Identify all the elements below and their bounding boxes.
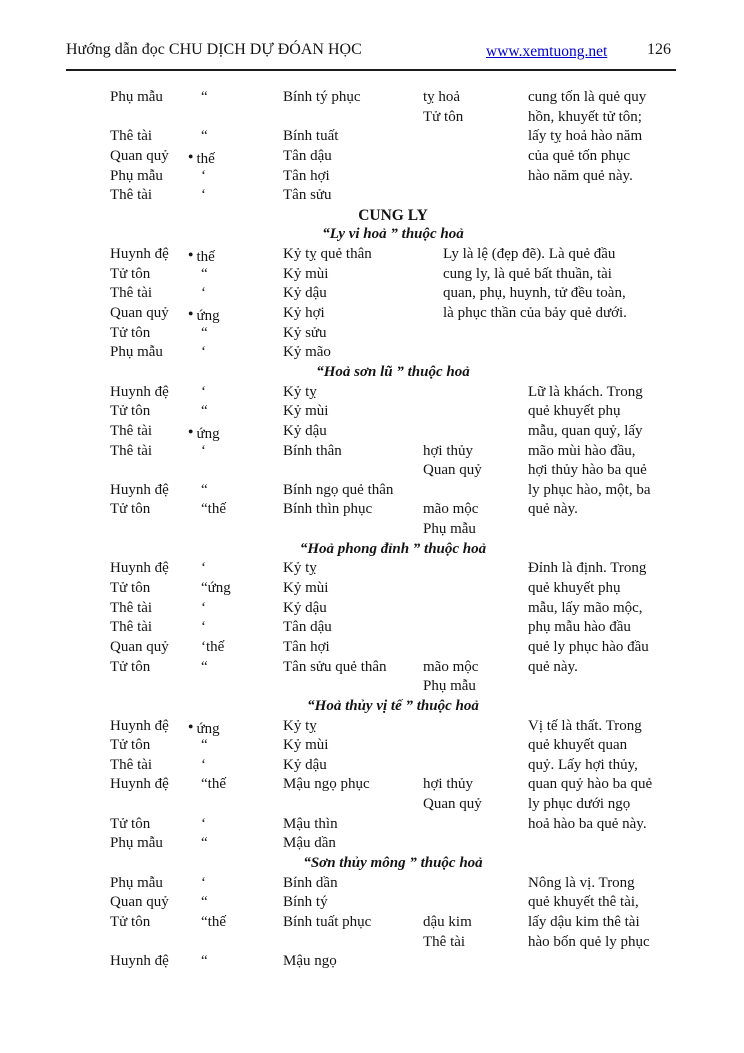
hexagram-row — [110, 383, 676, 403]
hexagram-row — [110, 442, 676, 462]
comment-cell: Ly là lệ (đẹp đẽ). Là quẻ đầu — [443, 246, 616, 263]
relation-cell: Phụ mẫu — [110, 167, 163, 184]
relation-cell: Phụ mẫu — [110, 835, 163, 852]
hexagram-rows — [110, 717, 676, 854]
hexagram-row — [110, 599, 676, 619]
comment-cell: hồn, khuyết tử tôn; — [528, 108, 642, 125]
comment-cell: cung tốn là quẻ quy — [528, 89, 647, 105]
comment-cell: hào năm quẻ này. — [528, 167, 633, 184]
hidden-god-cell: hợi thủy — [423, 776, 474, 793]
stem-branch-cell: Kỷ mão — [283, 344, 331, 361]
stem-branch-cell: Kỷ tỵ — [283, 560, 317, 577]
cung-heading: CUNG LY — [358, 206, 428, 224]
mark-cell: ‘ — [201, 167, 206, 184]
comment-cell: là phục thần của bảy quẻ dưới. — [443, 305, 627, 322]
hexagram-row — [110, 717, 676, 737]
hexagram-row — [110, 775, 676, 795]
hexagram-title: “Hoả thủy vị tế ” thuộc hoả — [307, 697, 479, 714]
hexagram-row — [110, 658, 676, 678]
stem-branch-cell: Tân hợi — [283, 167, 330, 184]
relation-cell: Quan quỷ — [110, 147, 169, 164]
mark-cell: ‘ — [201, 344, 206, 361]
stem-branch-cell: Tân sửu quẻ thân — [283, 658, 387, 675]
hexagram-rows — [110, 559, 676, 696]
mark-cell: ‘ — [201, 187, 206, 204]
relation-cell: Tử tôn — [110, 580, 151, 597]
stem-branch-cell: Bính tý — [283, 894, 328, 911]
comment-cell: quẻ khuyết quan — [528, 737, 628, 754]
hexagram-title: “Sơn thủy mông ” thuộc hoả — [303, 854, 483, 871]
mark-cell: “ — [201, 953, 208, 970]
mark-cell: ‘ — [201, 756, 206, 773]
hexagram-row — [110, 88, 676, 108]
mark-cell: ‘ — [201, 285, 206, 302]
relation-cell: Huynh đệ — [110, 481, 169, 498]
comment-cell: ly phục hào, một, ba — [528, 481, 651, 498]
hexagram-row — [110, 677, 676, 697]
mark-cell: ‘thế — [201, 638, 225, 655]
page-number: 126 — [647, 41, 671, 58]
stem-branch-cell: Kỷ mùi — [283, 737, 329, 754]
section-cung-ton-continuation — [110, 88, 676, 206]
hexagram-table — [110, 88, 676, 972]
section-hoa-thuy-vi-te — [110, 697, 676, 854]
relation-cell: Thê tài — [110, 756, 153, 773]
relation-cell: Thê tài — [110, 599, 153, 616]
stem-branch-cell: Tân dậu — [283, 619, 332, 636]
hidden-god-cell: mão mộc — [423, 501, 479, 518]
section-ly-vi-hoa — [110, 206, 676, 363]
hidden-god-cell: Phụ mẫu — [423, 678, 476, 695]
mark-cell: “ — [201, 324, 208, 341]
stem-branch-cell: Tân dậu — [283, 147, 332, 164]
comment-cell: phụ mẫu hào đầu — [528, 619, 631, 636]
relation-cell: Tử tôn — [110, 913, 151, 930]
hexagram-row — [110, 913, 676, 933]
mark-cell: “ — [201, 403, 208, 420]
hexagram-row — [110, 579, 676, 599]
relation-cell: Quan quỷ — [110, 638, 169, 655]
comment-cell: quẻ này. — [528, 501, 578, 518]
hidden-god-cell: hợi thủy — [423, 442, 474, 459]
hexagram-row — [110, 520, 676, 540]
relation-cell: Thê tài — [110, 187, 153, 204]
hidden-god-cell: Quan quỷ — [423, 462, 482, 479]
comment-cell: quẻ này. — [528, 658, 578, 675]
mark-cell: ‘ — [201, 560, 206, 577]
stem-branch-cell: Kỷ dậu — [283, 599, 327, 616]
hexagram-rows — [110, 383, 676, 540]
mark-cell: “ — [201, 265, 208, 282]
relation-cell: Huynh đệ — [110, 560, 169, 577]
stem-branch-cell: Kỷ mùi — [283, 403, 329, 420]
hexagram-row — [110, 893, 676, 913]
mark-cell: ● ứng — [188, 425, 220, 442]
mark-cell: ● thế — [188, 249, 215, 266]
hexagram-row — [110, 481, 676, 501]
relation-cell: Phụ mẫu — [110, 89, 163, 105]
active-line-dot-icon: ● — [188, 720, 194, 731]
document-title: Hướng dẫn đọc CHU DỊCH DỰ ĐÓAN HỌC — [66, 41, 362, 58]
mark-cell: “ — [201, 737, 208, 754]
section-hoa-phong-dinh — [110, 540, 676, 697]
comment-cell: lấy dậu kim thê tài — [528, 913, 640, 930]
stem-branch-cell: Kỷ tỵ — [283, 717, 317, 734]
comment-cell: lấy tỵ hoả hào năm — [528, 128, 643, 145]
comment-cell: Nông là vị. Trong — [528, 874, 635, 891]
hexagram-row — [110, 952, 676, 972]
relation-cell: Tử tôn — [110, 658, 151, 675]
mark-cell: ‘ — [201, 442, 206, 459]
hexagram-row — [110, 834, 676, 854]
mark-cell: ‘ — [201, 383, 206, 400]
stem-branch-cell: Bính tý phục — [283, 89, 361, 105]
hexagram-row — [110, 618, 676, 638]
relation-cell: Thê tài — [110, 619, 153, 636]
hidden-god-cell: Thê tài — [423, 933, 466, 950]
hexagram-title: “Ly vi hoả ” thuộc hoả — [322, 226, 464, 243]
stem-branch-cell: Kỷ tỵ quẻ thân — [283, 246, 372, 263]
comment-cell: quan quỷ hào ba quẻ — [528, 776, 653, 793]
relation-cell: Huynh đệ — [110, 717, 169, 734]
hexagram-rows — [110, 88, 676, 206]
comment-cell: hợi thủy hào ba quẻ — [528, 462, 647, 479]
hexagram-row — [110, 500, 676, 520]
comment-cell: quan, phụ, huynh, tử đều toàn, — [443, 285, 626, 302]
stem-branch-cell: Mậu thìn — [283, 815, 338, 832]
mark-cell: “ — [201, 658, 208, 675]
mark-cell: “ — [201, 89, 208, 105]
hexagram-title: “Hoả sơn lũ ” thuộc hoả — [316, 363, 470, 380]
comment-cell: ly phục dưới ngọ — [528, 796, 631, 813]
stem-branch-cell: Kỷ mùi — [283, 580, 329, 597]
comment-cell: Lữ là khách. Trong — [528, 383, 643, 400]
hexagram-row — [110, 933, 676, 953]
stem-branch-cell: Kỷ dậu — [283, 285, 327, 302]
hexagram-row — [110, 127, 676, 147]
hexagram-row — [110, 874, 676, 894]
relation-cell: Huynh đệ — [110, 246, 169, 263]
hexagram-row — [110, 265, 676, 285]
hexagram-row — [110, 461, 676, 481]
comment-cell: quỷ. Lấy hợi thủy, — [528, 756, 638, 773]
hexagram-row — [110, 736, 676, 756]
relation-cell: Huynh đệ — [110, 953, 169, 970]
relation-cell: Tử tôn — [110, 501, 151, 518]
comment-cell: quẻ khuyết phụ — [528, 403, 621, 420]
stem-branch-cell: Mậu dần — [283, 835, 336, 852]
comment-cell: mẫu, quan quỷ, lấy — [528, 422, 643, 439]
header-divider — [66, 69, 676, 71]
comment-cell: quẻ khuyết phụ — [528, 580, 621, 597]
hexagram-row — [110, 795, 676, 815]
mark-cell: “ — [201, 481, 208, 498]
stem-branch-cell: Mậu ngọ — [283, 953, 337, 970]
comment-cell: Vị tế là thất. Trong — [528, 717, 642, 734]
stem-branch-cell: Kỷ dậu — [283, 422, 327, 439]
hexagram-row — [110, 108, 676, 128]
relation-cell: Quan quỷ — [110, 305, 169, 322]
stem-branch-cell: Bính dần — [283, 874, 338, 891]
relation-cell: Quan quỷ — [110, 894, 169, 911]
relation-cell: Tử tôn — [110, 324, 151, 341]
relation-cell: Tử tôn — [110, 265, 151, 282]
hexagram-row — [110, 815, 676, 835]
mark-cell: ‘ — [201, 874, 206, 891]
hexagram-row — [110, 638, 676, 658]
stem-branch-cell: Bính ngọ quẻ thân — [283, 481, 394, 498]
hexagram-row — [110, 304, 676, 324]
mark-cell: ● thế — [188, 150, 215, 167]
active-line-dot-icon: ● — [188, 150, 194, 161]
hidden-god-cell: Phụ mẫu — [423, 521, 476, 538]
comment-cell: Đỉnh là định. Trong — [528, 560, 647, 577]
hexagram-row — [110, 186, 676, 206]
hexagram-row — [110, 284, 676, 304]
hidden-god-cell: tỵ hoả — [423, 89, 461, 105]
hexagram-row — [110, 167, 676, 187]
hexagram-row — [110, 756, 676, 776]
stem-branch-cell: Kỷ mùi — [283, 265, 329, 282]
relation-cell: Huynh đệ — [110, 776, 169, 793]
comment-cell: quẻ ly phục hào đầu — [528, 638, 649, 655]
mark-cell: “ — [201, 128, 208, 145]
comment-cell: mẫu, lấy mão mộc, — [528, 599, 643, 616]
active-line-dot-icon: ● — [188, 249, 194, 260]
mark-cell: “ứng — [201, 580, 231, 597]
hexagram-row — [110, 245, 676, 265]
relation-cell: Thê tài — [110, 285, 153, 302]
hexagram-row — [110, 343, 676, 363]
stem-branch-cell: Kỷ tỵ — [283, 383, 317, 400]
stem-branch-cell: Mậu ngọ phục — [283, 776, 370, 793]
relation-cell: Thê tài — [110, 422, 153, 439]
comment-cell: hào bốn quẻ ly phục — [528, 933, 650, 950]
comment-cell: quẻ khuyết thê tài, — [528, 894, 639, 911]
mark-cell: ● ứng — [188, 720, 220, 737]
stem-branch-cell: Bính tuất — [283, 128, 339, 145]
active-line-dot-icon: ● — [188, 425, 194, 436]
mark-cell: “thế — [201, 776, 226, 793]
hidden-god-cell: dậu kim — [423, 913, 472, 930]
stem-branch-cell: Tân sửu — [283, 187, 332, 204]
website-link[interactable]: www.xemtuong.net — [486, 43, 608, 60]
comment-cell: cung ly, là quẻ bất thuần, tài — [443, 265, 612, 282]
hidden-god-cell: mão mộc — [423, 658, 479, 675]
active-line-dot-icon: ● — [188, 308, 194, 319]
hexagram-title: “Hoả phong đỉnh ” thuộc hoả — [299, 540, 487, 557]
hexagram-rows — [110, 245, 676, 363]
hexagram-row — [110, 324, 676, 344]
mark-cell: “ — [201, 894, 208, 911]
section-son-thuy-mong — [110, 854, 676, 972]
relation-cell: Thê tài — [110, 442, 153, 459]
stem-branch-cell: Bính thìn phục — [283, 501, 373, 518]
hexagram-row — [110, 147, 676, 167]
comment-cell: của quẻ tốn phục — [528, 147, 631, 164]
relation-cell: Huynh đệ — [110, 383, 169, 400]
stem-branch-cell: Kỷ hợi — [283, 305, 325, 322]
stem-branch-cell: Kỷ sửu — [283, 324, 327, 341]
mark-cell: ‘ — [201, 815, 206, 832]
hexagram-row — [110, 559, 676, 579]
hidden-god-cell: Tử tôn — [423, 108, 464, 125]
mark-cell: ‘ — [201, 599, 206, 616]
stem-branch-cell: Bính tuất phục — [283, 913, 372, 930]
mark-cell: “ — [201, 835, 208, 852]
comment-cell: hoả hào ba quẻ này. — [528, 815, 647, 832]
relation-cell: Tử tôn — [110, 403, 151, 420]
relation-cell: Tử tôn — [110, 815, 151, 832]
relation-cell: Phụ mẫu — [110, 344, 163, 361]
relation-cell: Thê tài — [110, 128, 153, 145]
hexagram-rows — [110, 874, 676, 972]
mark-cell: “thế — [201, 913, 226, 930]
section-hoa-son-lu — [110, 363, 676, 540]
relation-cell: Phụ mẫu — [110, 874, 163, 891]
hexagram-row — [110, 422, 676, 442]
stem-branch-cell: Bính thân — [283, 442, 342, 459]
mark-cell: ‘ — [201, 619, 206, 636]
stem-branch-cell: Kỷ dậu — [283, 756, 327, 773]
hexagram-row — [110, 402, 676, 422]
mark-cell: ● ứng — [188, 308, 220, 325]
relation-cell: Tử tôn — [110, 737, 151, 754]
mark-cell: “thế — [201, 501, 226, 518]
comment-cell: mão mùi hào đầu, — [528, 442, 636, 459]
hidden-god-cell: Quan quỷ — [423, 796, 482, 813]
stem-branch-cell: Tân hợi — [283, 638, 330, 655]
